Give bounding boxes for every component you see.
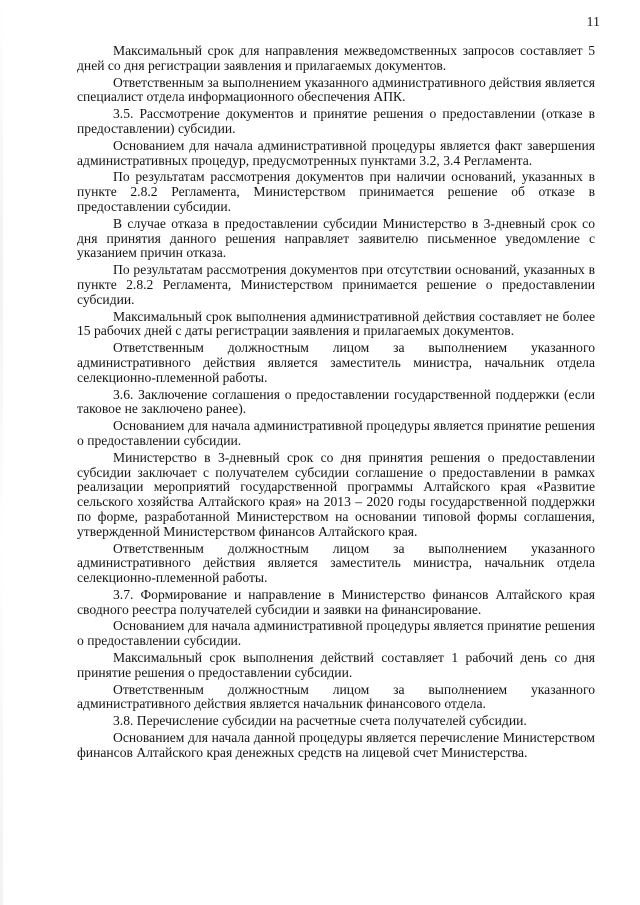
paragraph-15: Основанием для начала административной процедуры является принятие решения о предоставлении субсидии. [77,618,595,649]
paragraph-17: Ответственным должностным лицом за выполнением указанного административного действия является начальник финансового отдела. [77,681,595,712]
paragraph-12: Министерство в 3-дневный срок со дня принятия решения о предоставлении субсидии заключает с получателем субсидии соглашение о предоставлении в рамках реализации мероприятий государственной программы Алтайского края «Развитие сельского хозяйства Алтайского края» на 2013 – 2020 годы государственной поддержки по форме, разработанной Министерством на основании типовой формы соглашения, утвержденной Министерством финансов Алтайского края. [77,449,595,539]
paragraph-19: Основанием для начала данной процедуры является перечисление Министерством финансов Алтайского края денежных средств на лицевой счет Министерства. [77,730,595,760]
paragraph-8: Максимальный срок выполнения административной действия составляет не более 15 рабочих дней с даты регистрации заявления и прилагаемых документов. [77,308,595,339]
paragraph-1: Максимальный срок для направления межведомственных запросов составляет 5 дней со дня регистрации заявления и прилагаемых документов. [77,43,595,73]
paragraph-9: Ответственным должностным лицом за выполнением указанного административного действия является заместитель министра, начальник отдела селекционно-племенной работы. [77,340,595,385]
paragraph-2: Ответственным за выполнением указанного административного действия является специалист отдела информационного обеспечения АПК. [77,74,595,105]
paragraph-13: Ответственным должностным лицом за выполнением указанного административного действия является заместитель министра, начальник отдела селекционно-племенной работы. [77,540,595,586]
section-heading-3-6: 3.6. Заключение соглашения о предоставлении государственной поддержки (если таковое не заключено ранее). [77,386,595,417]
paragraph-6: В случае отказа в предоставлении субсидии Министерство в 3-дневный срок со дня принятия данного решения направляет заявителю письменное уведомление с указанием причин отказа. [77,215,595,261]
paragraph-16: Максимальный срок выполнения действий составляет 1 рабочий день со дня принятие решения о предоставлении субсидии. [77,650,595,680]
paragraph-7: По результатам рассмотрения документов при отсутствии оснований, указанных в пункте 2.8.2 Регламента, Министерством принимается решение о предоставлении субсидии. [77,262,595,307]
section-heading-3-8: 3.8. Перечисление субсидии на расчетные счета получателей субсидии. [113,713,527,729]
page-number: 11 [586,15,600,30]
section-heading-3-5: 3.5. Рассмотрение документов и принятие решения о предоставлении (отказе в предоставлении) субсидии. [77,106,595,136]
paragraph-5: По результатам рассмотрения документов при наличии оснований, указанных в пункте 2.8.2 Регламента, Министерством принимается решение об отказе в предоставлении субсидии. [77,169,595,214]
paragraph-4: Основанием для начала административной процедуры является факт завершения административных процедур, предусмотренных пунктами 3.2, 3.4 Регламента. [77,137,595,168]
section-heading-3-7: 3.7. Формирование и направление в Министерство финансов Алтайского края сводного реестра получателей субсидии и заявки на финансирование. [77,586,595,617]
scan-edge [0,0,3,905]
document-body [77,44,595,763]
paragraph-11: Основанием для начала административной процедуры является принятие решения о предоставлении субсидии. [77,418,595,448]
